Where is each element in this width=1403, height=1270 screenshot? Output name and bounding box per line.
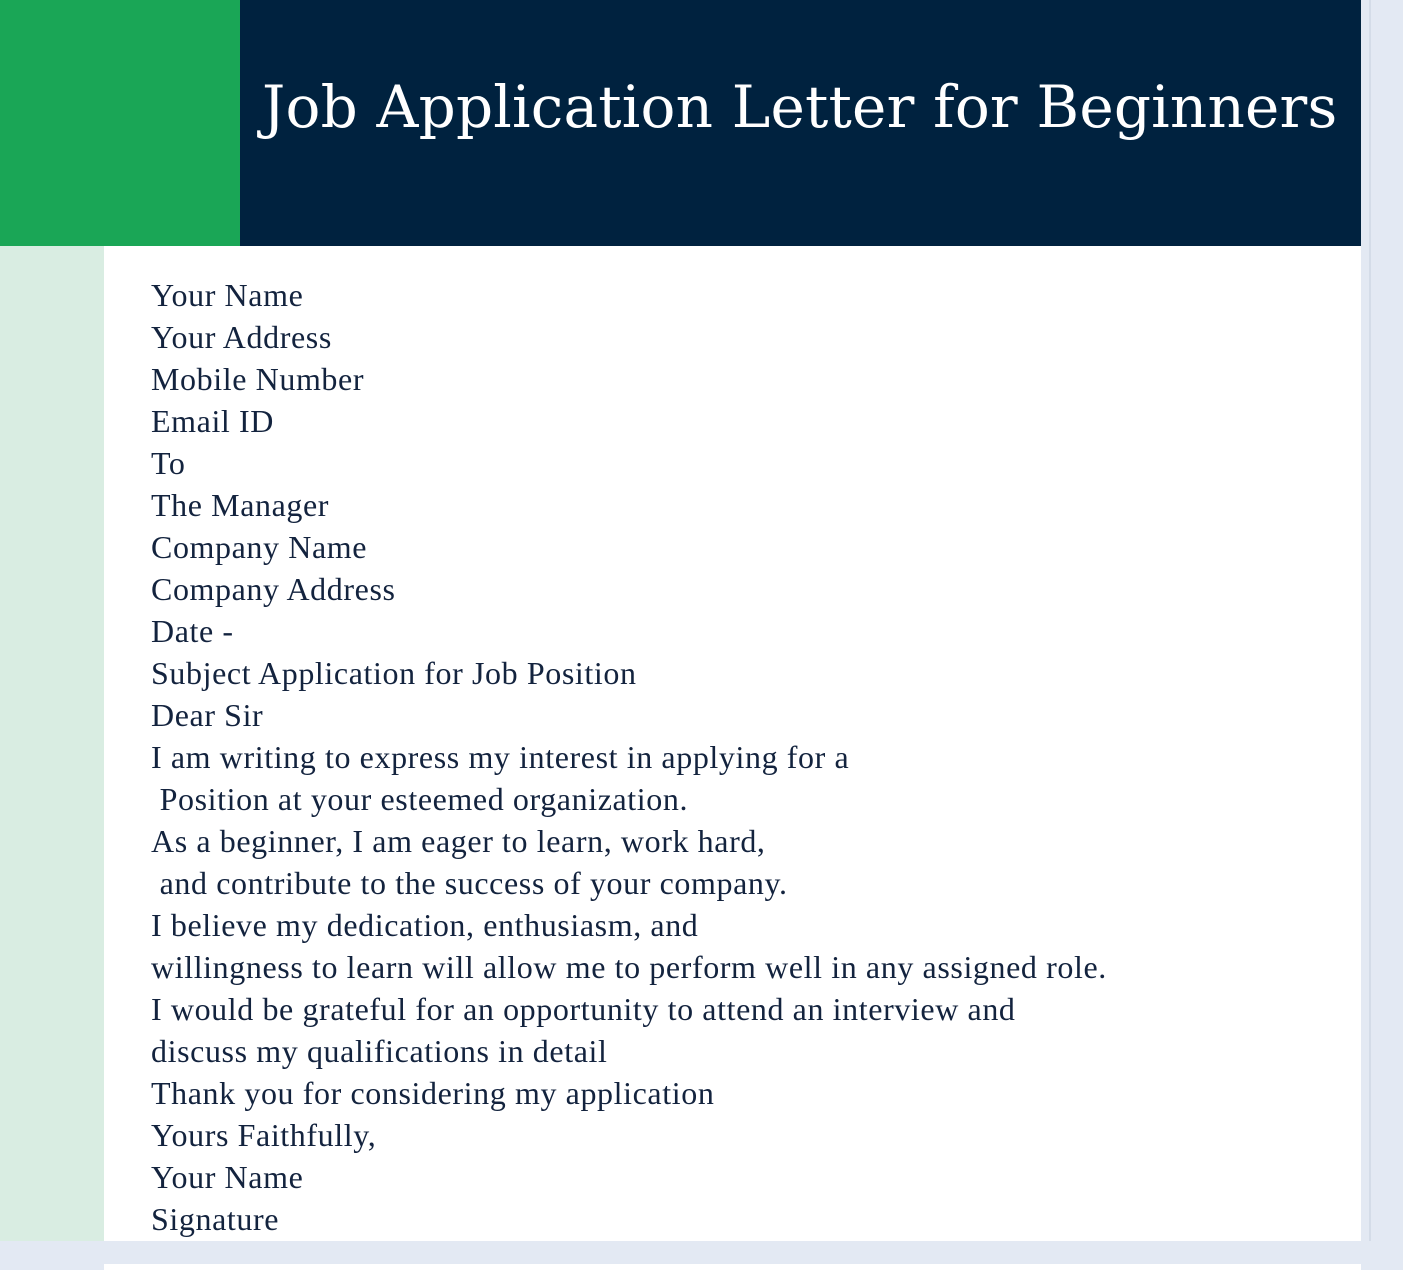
- letter-line-sender-name: Your Name: [151, 277, 304, 313]
- letter-line-email-id: Email ID: [151, 403, 274, 439]
- letter-line-body: and contribute to the success of your company.: [151, 865, 788, 901]
- letter-line-company-address: Company Address: [151, 571, 396, 607]
- letter-line-salutation: Dear Sir: [151, 697, 264, 733]
- page-title: Job Application Letter for Beginners: [262, 73, 1338, 141]
- letter-line-date: Date -: [151, 613, 234, 649]
- letter-line-company-name: Company Name: [151, 529, 368, 565]
- letter-line-body: As a beginner, I am eager to learn, work hard,: [151, 823, 766, 859]
- letter-line-body: I am writing to express my interest in applying for a: [151, 739, 850, 775]
- letter-line-thanks: Thank you for considering my application: [151, 1075, 715, 1111]
- letter-line-body: discuss my qualifications in detail: [151, 1033, 608, 1069]
- letter-line-signoff-name: Your Name: [151, 1159, 304, 1195]
- letter-line-body: willingness to learn will allow me to perform well in any assigned role.: [151, 949, 1107, 985]
- letter-body: [151, 274, 1107, 1240]
- right-margin-divider: [1369, 0, 1371, 1270]
- letter-line-body: I would be grateful for an opportunity to attend an interview and: [151, 991, 1016, 1027]
- letter-line-recipient: The Manager: [151, 487, 330, 523]
- letter-line-to: To: [151, 445, 186, 481]
- letter-line-sender-address: Your Address: [151, 319, 332, 355]
- bottom-edge-line: [104, 1264, 1361, 1270]
- letter-line-mobile-number: Mobile Number: [151, 361, 365, 397]
- right-margin-strip: [1361, 0, 1403, 1270]
- letter-line-closing: Yours Faithfully,: [151, 1117, 377, 1153]
- letter-line-subject: Subject Application for Job Position: [151, 655, 637, 691]
- letter-line-body: I believe my dedication, enthusiasm, and: [151, 907, 699, 943]
- left-margin-strip: [0, 246, 104, 1241]
- letter-line-body: Position at your esteemed organization.: [151, 781, 689, 817]
- letter-line-signature: Signature: [151, 1201, 280, 1237]
- header-accent-block: [0, 0, 240, 246]
